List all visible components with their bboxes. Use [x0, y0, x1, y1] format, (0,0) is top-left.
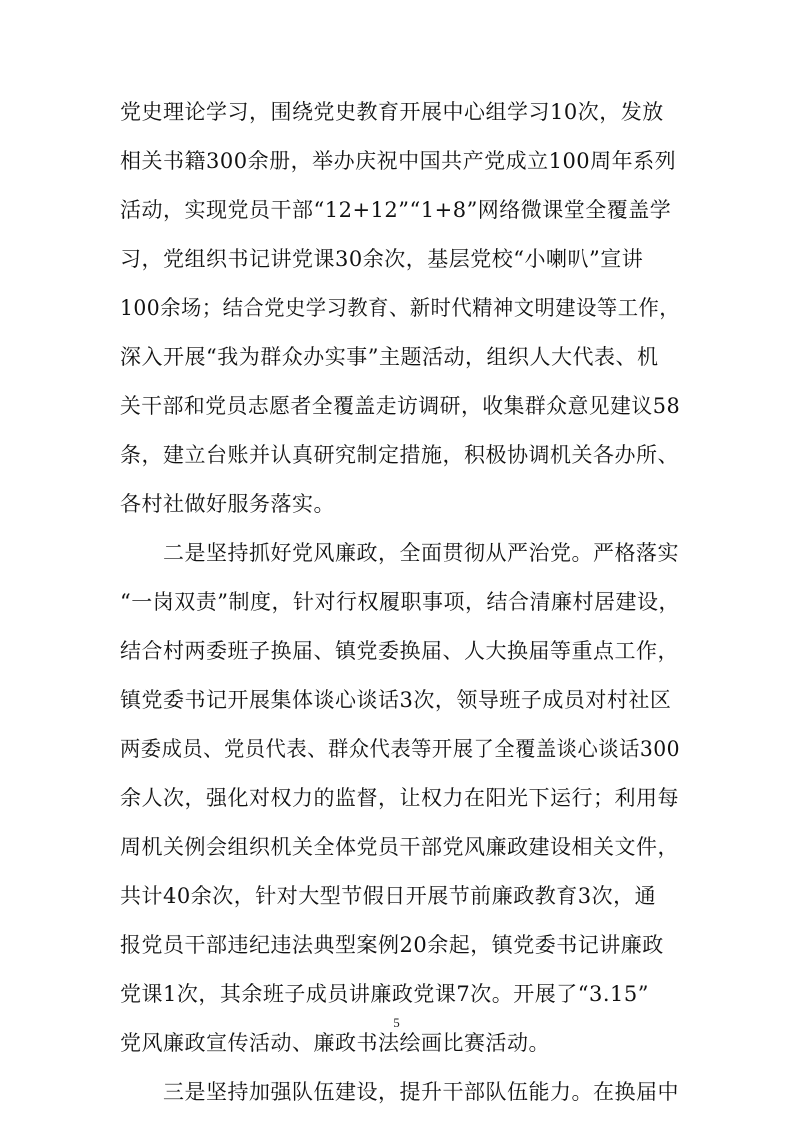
text-line: 条，建立台账并认真研究制定措施，积极协调机关各办所、: [120, 443, 679, 467]
paragraph-start-line: 二是坚持抓好党风廉政，全面贯彻从严治党。严格落实: [120, 541, 679, 565]
text-line: 活动，实现党员干部“12+12”“1+8”网络微课堂全覆盖学: [120, 198, 672, 222]
text-line: 各村社做好服务落实。: [120, 492, 335, 516]
text-line: 两委成员、党员代表、群众代表等开展了全覆盖谈心谈话300: [120, 737, 681, 761]
text-line: 100余场；结合党史学习教育、新时代精神文明建设等工作，: [120, 296, 681, 320]
text-line: 结合村两委班子换届、镇党委换届、人大换届等重点工作，: [120, 639, 679, 663]
text-line: 习，党组织书记讲党课30余次，基层党校“小喇叭”宣讲: [120, 247, 644, 271]
page-number: 5: [393, 1015, 400, 1030]
text-line: 党课1次，其余班子成员讲廉政党课7次。开展了“3.15”: [120, 982, 649, 1006]
text-line: 关干部和党员志愿者全覆盖走访调研，收集群众意见建议58: [120, 394, 681, 418]
text-line: 余人次，强化对权力的监督，让权力在阳光下运行；利用每: [120, 786, 679, 810]
text-line: 周机关例会组织机关全体党员干部党风廉政建设相关文件，: [120, 835, 679, 859]
text-line: 深入开展“我为群众办实事”主题活动，组织人大代表、机: [120, 345, 659, 369]
text-line: “一岗双责”制度，针对行权履职事项，结合清廉村居建设，: [120, 590, 680, 614]
text-line: 镇党委书记开展集体谈心谈话3次，领导班子成员对村社区: [120, 688, 672, 712]
text-line: 报党员干部违纪违法典型案例20余起，镇党委书记讲廉政: [120, 933, 664, 957]
text-line: 相关书籍300余册，举办庆祝中国共产党成立100周年系列: [120, 149, 677, 173]
text-line: 党史理论学习，围绕党史教育开展中心组学习10次，发放: [120, 100, 664, 124]
text-line: 党风廉政宣传活动、廉政书法绘画比赛活动。: [120, 1031, 550, 1055]
text-line: 共计40余次，针对大型节假日开展节前廉政教育3次，通: [120, 884, 657, 908]
paragraph-start-line: 三是坚持加强队伍建设，提升干部队伍能力。在换届中: [120, 1080, 679, 1104]
